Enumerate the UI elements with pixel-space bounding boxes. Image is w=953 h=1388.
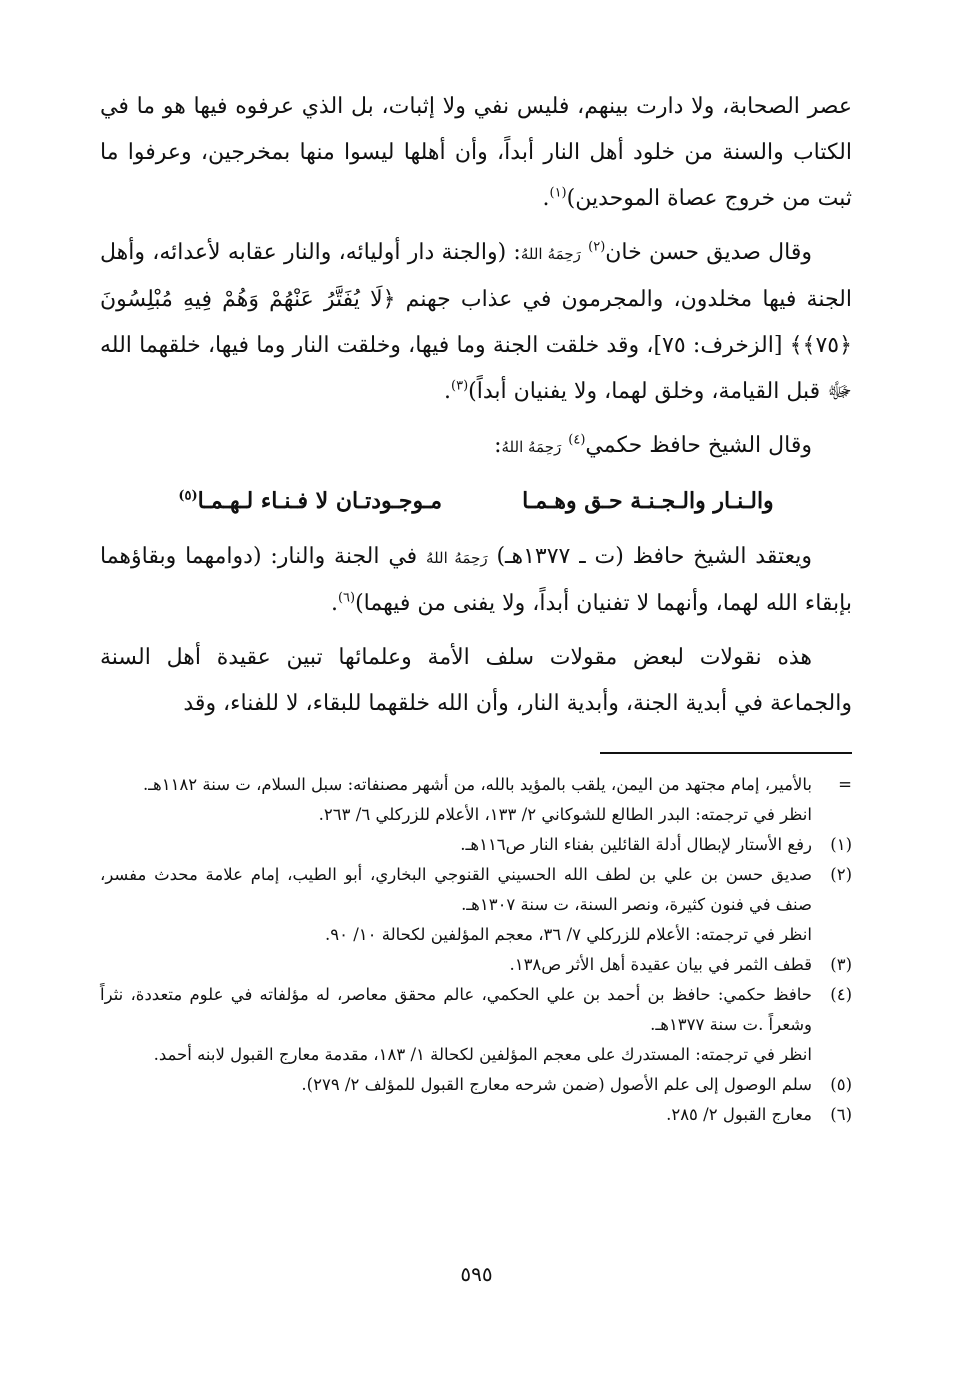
footnote-ref-1: (١) (549, 185, 567, 201)
verse-second-hemistich-wrap (178, 478, 442, 524)
footnote-marker: (٥) (830, 1075, 852, 1094)
footnote-1 (100, 830, 852, 860)
paragraph-4 (100, 534, 852, 627)
footnote-marker (812, 920, 852, 950)
footnote-ref-5: (٥) (178, 488, 198, 504)
honorific-1: رَحِمَهُ اللهُ (520, 245, 581, 263)
page-number: ٥٩٥ (460, 1262, 493, 1286)
footnote-ref-4: (٤) (568, 432, 586, 448)
footnote-3 (100, 950, 852, 980)
poem-verse (100, 478, 852, 524)
paragraph-1-end: . (542, 186, 550, 211)
footnote-2-ref (100, 920, 852, 950)
footnote-text: حافظ حكمي: حافظ بن أحمد بن علي الحكمي، عالم محقق معاصر، له مؤلفاته في علوم متعددة، نثراً وشعراً .ت سنة ١٣٧٧هـ. (100, 985, 812, 1034)
verse-first-hemistich: والـنـار والـجـنـة حـق وهـمـا (522, 488, 774, 514)
footnote-marker (812, 800, 852, 830)
footnote-separator (600, 752, 852, 754)
paragraph-1-text: عصر الصحابة، ولا دارت بينهم، فليس نفي ولا إثبات، بل الذي عرفوه فيها هو ما في الكتاب والسنة من خلود أهل النار أبداً، وأن أهلها ليسوا منها بمخرجين، وعرفوا ما ثبت من خروج عصاة الموحدين) (100, 94, 852, 211)
footnote-ref-3: (٣) (451, 378, 469, 394)
paragraph-2 (100, 230, 852, 415)
footnote-text: معارج القبول ٢/ ٢٨٥. (666, 1105, 812, 1124)
footnote-ref-6: (٦) (337, 590, 356, 606)
paragraph-3-end: : (494, 433, 502, 458)
paragraph-3-text: وقال الشيخ حافظ حكمي (585, 433, 812, 458)
footnote-text: سلم الوصول إلى علم الأصول (ضمن شرحه معارج القبول للمؤلف ٢/ ٢٧٩). (301, 1075, 812, 1094)
paragraph-2-end: . (444, 379, 452, 404)
footnotes (100, 770, 852, 1130)
footnote-marker: = (838, 775, 852, 794)
footnote-continued (100, 770, 852, 800)
verse-second-hemistich: مـوجـودتـان لا فـنـاء لـهـمـا (197, 488, 443, 514)
honorific-2: رَحِمَهُ اللهُ (501, 438, 562, 456)
footnote-continued-ref (100, 800, 852, 830)
paragraph-4-end: . (330, 591, 338, 616)
footnote-5 (100, 1070, 852, 1100)
honorific-3: رَحِمَهُ اللهُ (426, 549, 488, 567)
footnote-marker: (٦) (830, 1105, 852, 1124)
footnote-marker: (١) (830, 835, 852, 854)
paragraph-4-text-a: ويعتقد الشيخ حافظ (ت ـ ١٣٧٧هـ) (496, 544, 812, 569)
footnote-4-ref (100, 1040, 852, 1070)
footnote-marker (812, 1040, 852, 1070)
footnote-text: قطف الثمر في بيان عقيدة أهل الأثر ص١٣٨. (509, 955, 812, 974)
footnote-text: انظر في ترجمته: المستدرك على معجم المؤلفين لكحالة ١/ ١٨٣، مقدمة معارج القبول لابنه أحمد. (153, 1045, 812, 1064)
footnote-ref-2: (٢) (588, 239, 606, 255)
paragraph-1 (100, 84, 852, 222)
main-text (100, 84, 852, 735)
footnote-marker: (٢) (830, 865, 852, 884)
footnote-text: انظر في ترجمته: البدر الطالع للشوكاني ٢/ ١٣٣، الأعلام للزركلي ٦/ ٢٦٣. (318, 805, 812, 824)
footnote-6 (100, 1100, 852, 1130)
footnote-marker: (٣) (830, 955, 852, 974)
paragraph-2-text-a: وقال صديق حسن خان (605, 240, 812, 265)
footnote-text: صديق حسن بن علي بن لطف الله الحسيني القنوجي البخاري، أبو الطيب، إمام علامة محدث مفسر، صنف في فنون كثيرة، ونصر السنة، ت سنة ١٣٠٧هـ. (100, 865, 812, 914)
footnote-4 (100, 980, 852, 1040)
paragraph-4-text-b: في الجنة والنار: (دوامهما وبقاؤهما بإبقاء الله لهما، وأنهما لا تفنيان أبداً، ولا يفنى من فيهما) (100, 544, 852, 616)
paragraph-5-text: هذه نقولات لبعض مقولات سلف الأمة وعلمائها تبين عقيدة أهل السنة والجماعة في أبدية الجنة، وأبدية النار، وأن الله خلقهما للبقاء، لا للفناء، وقد (100, 645, 852, 716)
footnote-marker: (٤) (830, 985, 852, 1004)
paragraph-2-text-b: : (والجنة دار أوليائه، والنار عقابه لأعدائه، وأهل الجنة فيها مخلدون، والمجرمون في عذاب جهنم ﴿لَا يُفَتَّرُ عَنْهُمْ وَهُمْ فِيهِ مُبْلِسُونَ ﴿٧٥﴾﴾ [الزخرف: ٧٥]، وقد خلقت الجنة وما فيها، وخلقت النار وما فيها، خلقهما الله ﷻ قبل القيامة، وخلق لهما، ولا يفنيان أبداً) (100, 240, 852, 404)
footnote-text: انظر في ترجمته: الأعلام للزركلي ٧/ ٣٦، معجم المؤلفين لكحالة ١٠/ ٩٠. (324, 925, 812, 944)
paragraph-5 (100, 635, 852, 727)
footnote-text: بالأمير، إمام مجتهد من اليمن، يلقب بالمؤيد بالله، من أشهر مصنفاته: سبل السلام، ت سنة ١١٨٢هـ. (142, 775, 812, 794)
footnote-2 (100, 860, 852, 920)
footnote-text: رفع الأستار لإبطال أدلة القائلين بفناء النار ص١١٦هـ. (460, 835, 812, 854)
paragraph-3 (100, 423, 852, 470)
